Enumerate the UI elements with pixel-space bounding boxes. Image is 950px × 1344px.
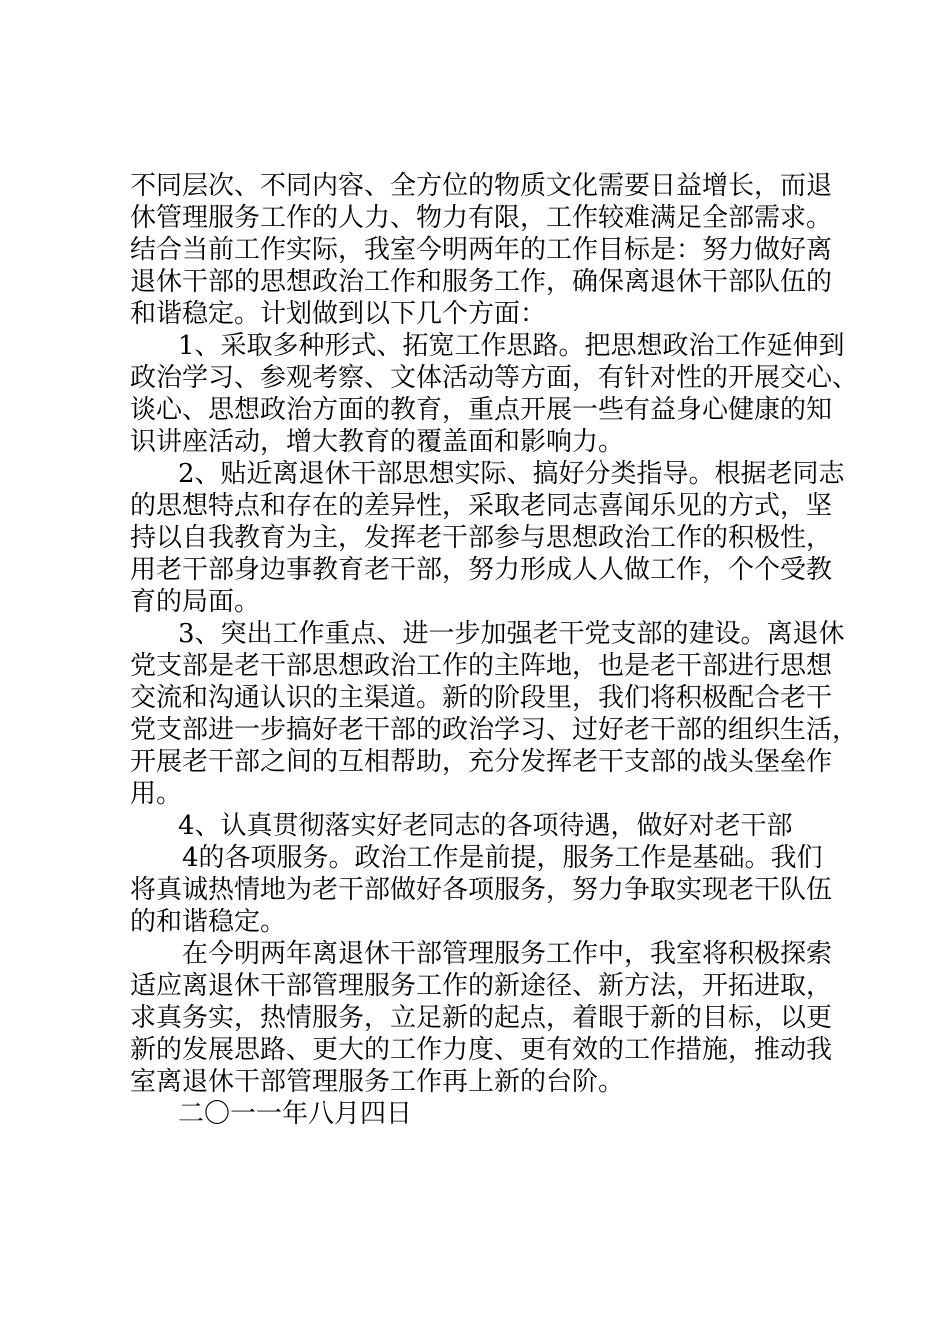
text-line: 1、采取多种形式、拓宽工作思路。把思想政治工作延伸到 [178, 331, 845, 361]
document-body [130, 170, 859, 1130]
text-line: 室离退休干部管理服务工作再上新的台阶。 [130, 1067, 625, 1097]
text-line: 谈心、思想政治方面的教育，重点开展一些有益身心健康的知 [130, 395, 833, 425]
text-line: 识讲座活动，增大教育的覆盖面和影响力。 [130, 427, 625, 457]
text-line: 适应离退休干部管理服务工作的新途径、新方法，开拓进取， [130, 971, 833, 1001]
text-line: 二〇一一年八月四日 [178, 1099, 413, 1129]
text-line: 新的发展思路、更大的工作力度、更有效的工作措施，推动我 [130, 1035, 833, 1065]
text-line: 用老干部身边事教育老干部，努力形成人人做工作，个个受教 [130, 555, 833, 585]
text-line: 交流和沟通认识的主渠道。新的阶段里，我们将积极配合老干 [130, 683, 833, 713]
text-line: 开展老干部之间的互相帮助，充分发挥老干支部的战头堡垒作 [130, 747, 833, 777]
text-line: 不同层次、不同内容、全方位的物质文化需要日益增长，而退 [130, 171, 833, 201]
text-line: 4、认真贯彻落实好老同志的各项待遇，做好对老干部 [178, 811, 793, 841]
text-line: 求真务实，热情服务，立足新的起点，着眼于新的目标，以更 [130, 1003, 833, 1033]
text-line: 退休干部的思想政治工作和服务工作，确保离退休干部队伍的 [130, 267, 833, 297]
text-line: 4的各项服务。政治工作是前提，服务工作是基础。我们 [182, 843, 823, 873]
text-line: 持以自我教育为主，发挥老干部参与思想政治工作的积极性， [130, 523, 833, 553]
text-line: 用。 [130, 779, 183, 809]
text-line: 的和谐稳定。 [130, 907, 287, 937]
text-line: 和谐稳定。计划做到以下几个方面： [130, 299, 547, 329]
text-line: 党支部进一步搞好老干部的政治学习、过好老干部的组织生活， [130, 715, 859, 745]
text-line: 2、贴近离退休干部思想实际、搞好分类指导。根据老同志 [178, 459, 845, 489]
text-line: 将真诚热情地为老干部做好各项服务，努力争取实现老干队伍 [130, 875, 833, 905]
text-line: 在今明两年离退休干部管理服务工作中，我室将积极探索 [182, 939, 833, 969]
text-line: 的思想特点和存在的差异性，采取老同志喜闻乐见的方式，坚 [130, 491, 833, 521]
text-line: 党支部是老干部思想政治工作的主阵地，也是老干部进行思想 [130, 651, 833, 681]
text-line: 结合当前工作实际，我室今明两年的工作目标是：努力做好离 [130, 235, 833, 265]
text-line: 休管理服务工作的人力、物力有限，工作较难满足全部需求。 [130, 203, 833, 233]
text-line: 政治学习、参观考察、文体活动等方面，有针对性的开展交心、 [130, 363, 859, 393]
text-line: 3、突出工作重点、进一步加强老干党支部的建设。离退休 [178, 619, 845, 649]
text-line: 育的局面。 [130, 587, 261, 617]
